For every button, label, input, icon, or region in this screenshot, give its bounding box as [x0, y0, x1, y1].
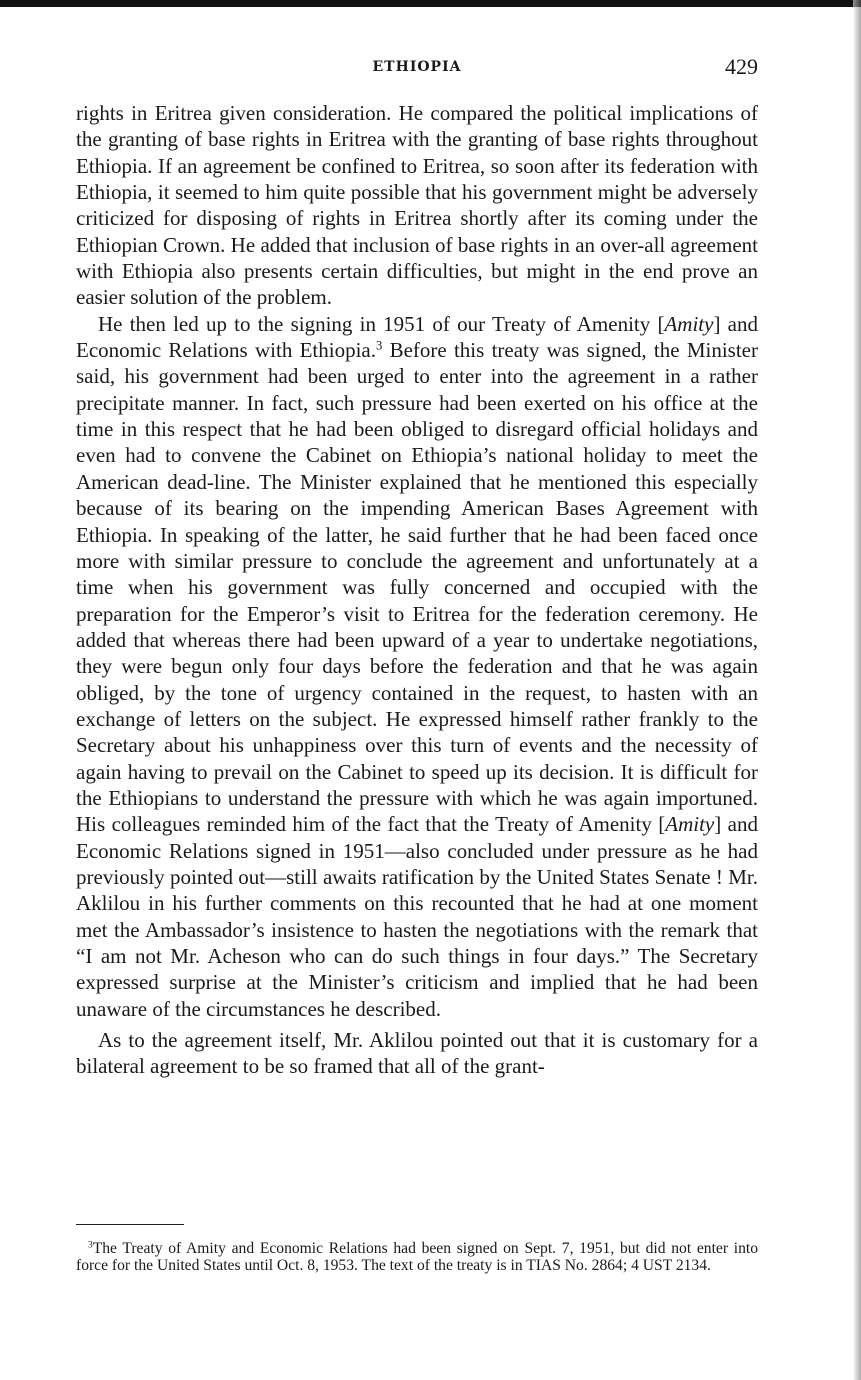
footnote-reference: 3: [376, 338, 383, 353]
page-number: 429: [725, 54, 758, 79]
paragraph-3: [76, 1027, 758, 1080]
text-run: ] and Economic Relations signed in 1951—also concluded under pressure as he had previously pointed out—still awaits ratification by the United States Senate ! Mr. Aklilou in his further comments on this recounted that he had at one moment met the Ambassador’s insistence to hasten the negotiations with the remark that “I am not Mr. Acheson who can do such things in four days.” The Secretary expressed surprise at the Minister’s criticism and implied that he had been unaware of the circumstances he described.: [76, 812, 758, 1021]
paragraph-1: [76, 100, 758, 311]
paragraph-2: [76, 311, 758, 1022]
text-run: He then led up to the signing in 1951 of our Treaty of Amenity [: [98, 311, 665, 336]
italic-run: Amity: [664, 311, 714, 336]
footnote: [76, 1240, 758, 1274]
italic-run: Amity: [665, 812, 715, 837]
text-run: ] and Economic Relations with Ethiopia.: [76, 311, 758, 363]
page-top-border: [0, 0, 861, 7]
text-run: rights in Eritrea given consideration. He compared the political implications of the granting of base rights in Eritrea with the granting of base rights throughout Ethiopia. If an agreement be confined to Eritrea, so soon after its federation with Ethiopia, it seemed to him quite possible that his government might be adversely criticized for disposing of rights in Eritrea shortly after its coming under the Ethiopian Crown. He added that inclusion of base rights in an over-all agreement with Ethiopia also presents certain difficulties, but might in the end prove an easier solution of the problem.: [76, 101, 758, 310]
running-title: ETHIOPIA: [372, 59, 462, 75]
text-run: As to the agreement itself, Mr. Aklilou pointed out that it is customary for a bilateral agreement to be so framed that all of the grant-: [76, 1028, 758, 1079]
page-edge-shadow: [853, 0, 861, 1380]
running-header: [76, 56, 758, 86]
body-text: [76, 100, 758, 1080]
footnote-text: The Treaty of Amity and Economic Relations had been signed on Sept. 7, 1951, but did not enter into force for the United States until Oct. 8, 1953. The text of the treaty is in TIAS No. 2864; 4 UST 2134.: [76, 1240, 758, 1274]
footnote-divider: [76, 1224, 184, 1225]
text-run: Before this treaty was signed, the Minister said, his government had been urged to enter into the agreement in a rather precipitate manner. In fact, such pressure had been exerted on his office at the time in this respect that he had been obliged to disregard official holidays and even had to convene the Cabinet on Ethiopia’s national holiday to meet the American dead-line. The Minister explained that he mentioned this especially because of its bearing on the impending American Bases Agreement with Ethiopia. In speaking of the latter, he said further that he had been faced once more with similar pressure to conclude the agreement and unfortunately at a time when his government was fully concerned and occupied with the preparation for the Emperor’s visit to Eritrea for the federation ceremony. He added that whereas there had been upward of a year to undertake negotiations, they were begun only four days before the federation and that he was again obliged, by the tone of urgency contained in the request, to hasten with an exchange of letters on the subject. He expressed himself rather frankly to the Secretary about his unhappiness over this turn of events and the necessity of again having to prevail on the Cabinet to speed up its decision. It is difficult for the Ethiopians to understand the pressure with which he was again importuned. His colleagues reminded him of the fact that the Treaty of Amenity [: [76, 338, 758, 837]
footnote-marker: 3: [88, 1240, 93, 1251]
